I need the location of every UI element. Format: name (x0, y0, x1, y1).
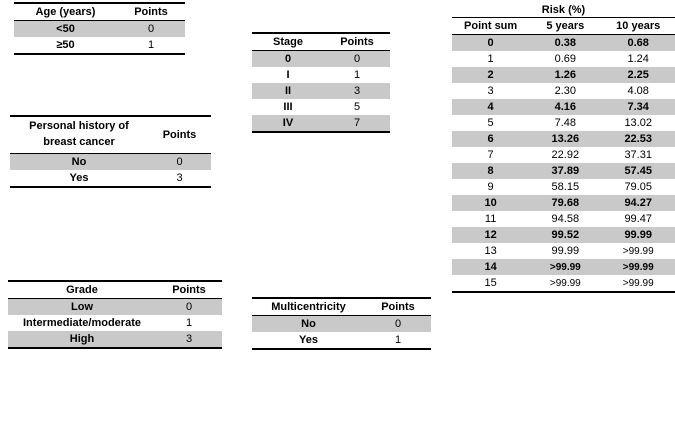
cell-point-sum: 0 (452, 35, 529, 52)
table-row (252, 51, 390, 68)
cell-risk-10y: 99.99 (601, 227, 675, 243)
stage-table (252, 32, 390, 133)
table-row (452, 99, 675, 115)
table-row (452, 67, 675, 83)
table-row (452, 147, 675, 163)
cell-risk-5y: 79.68 (529, 195, 601, 211)
table-header-row (10, 116, 211, 153)
cell-risk-5y: 4.16 (529, 99, 601, 115)
cell-point-sum: 13 (484, 245, 497, 257)
cell-risk-5y: 7.48 (554, 117, 577, 129)
risk-table (452, 2, 675, 293)
age-table-body (14, 3, 185, 54)
table-row (452, 259, 675, 275)
cell-risk-10y: 4.08 (627, 85, 649, 97)
table-row (452, 131, 675, 147)
cell-point-sum: 10 (452, 195, 529, 211)
cell-point-sum: 9 (487, 181, 494, 193)
table-row (452, 195, 675, 211)
table-header-row (252, 298, 431, 316)
cell-point-sum: 3 (487, 85, 494, 97)
cell-multicentricity-value: Yes (252, 332, 365, 349)
cell-risk-5y: 13.26 (529, 131, 601, 147)
column-header-age: Age (years) (14, 3, 117, 21)
cell-risk-10y: 37.31 (624, 149, 652, 161)
multicentricity-table (252, 297, 431, 350)
cell-risk-10y: 22.53 (601, 131, 675, 147)
cell-grade-value: Low (8, 299, 156, 316)
table-row (452, 211, 675, 227)
cell-risk-5y: 99.99 (551, 245, 580, 257)
risk-table-body (452, 2, 675, 292)
cell-grade-points: 3 (156, 331, 222, 348)
column-header-points: Points (365, 298, 431, 316)
cell-point-sum: 6 (452, 131, 529, 147)
cell-point-sum: 15 (452, 275, 529, 292)
cell-multicentricity-points: 0 (365, 316, 431, 333)
cell-risk-5y: >99.99 (529, 259, 601, 275)
table-row (452, 35, 675, 52)
cell-risk-10y: 7.34 (601, 99, 675, 115)
cell-risk-5y: 58.15 (551, 181, 580, 193)
cell-age-value: ≥50 (14, 37, 117, 54)
cell-stage-value: I (286, 69, 290, 81)
table-row (8, 299, 222, 316)
cell-risk-10y: 57.45 (601, 163, 675, 179)
cell-point-sum: 2 (452, 67, 529, 83)
cell-risk-5y: 0.38 (529, 35, 601, 52)
cell-point-sum: 7 (487, 149, 494, 161)
table-row (452, 51, 675, 67)
cell-stage-points: 7 (324, 115, 390, 132)
table-row (252, 115, 390, 132)
cell-risk-5y: 0.69 (554, 53, 577, 65)
table-header-row (452, 18, 675, 35)
cell-risk-10y: >99.99 (622, 245, 654, 257)
column-header-5-years: 5 years (529, 18, 601, 35)
cell-risk-10y: 79.05 (624, 181, 652, 193)
cell-point-sum: 11 (484, 213, 497, 225)
table-row (10, 153, 211, 170)
cell-risk-10y: 13.02 (624, 117, 652, 129)
table-row (252, 316, 431, 333)
grade-table (8, 280, 222, 349)
cell-point-sum: 12 (452, 227, 529, 243)
cell-stage-value: 0 (252, 51, 324, 68)
column-header-stage: Stage (252, 33, 324, 51)
cell-stage-points: 3 (324, 83, 390, 99)
cell-point-sum: 1 (487, 53, 494, 65)
cell-risk-10y: 2.25 (601, 67, 675, 83)
cell-grade-points: 0 (156, 299, 222, 316)
cell-stage-points: 5 (353, 101, 361, 113)
column-header-personal-history (10, 116, 148, 153)
cell-risk-5y: 2.30 (554, 85, 577, 97)
column-header-line1: Personal history of (29, 120, 129, 132)
table-row (252, 83, 390, 99)
table-row (252, 67, 390, 83)
table-row (14, 21, 185, 38)
risk-title-row (452, 2, 675, 18)
cell-grade-points: 1 (185, 317, 193, 329)
stage-table-body (252, 33, 390, 132)
cell-history-value: Yes (10, 170, 148, 187)
table-row (452, 275, 675, 292)
cell-history-value: No (10, 153, 148, 170)
table-row (452, 83, 675, 99)
cell-risk-5y: 94.58 (551, 213, 580, 225)
grade-table-body (8, 281, 222, 348)
table-header-row (14, 3, 185, 21)
column-header-points: Points (148, 116, 211, 153)
table-row (452, 227, 675, 243)
personal-history-table-body (10, 116, 211, 187)
cell-stage-value: III (283, 101, 293, 113)
multicentricity-table-body (252, 298, 431, 349)
table-header-row (252, 33, 390, 51)
cell-risk-10y: 94.27 (601, 195, 675, 211)
cell-age-value: <50 (14, 21, 117, 38)
cell-stage-value: IV (252, 115, 324, 132)
table-row (452, 179, 675, 195)
cell-history-points: 3 (148, 170, 211, 187)
table-row (452, 243, 675, 259)
cell-risk-10y: >99.99 (601, 259, 675, 275)
risk-table-title: Risk (%) (541, 4, 586, 16)
cell-point-sum: 4 (452, 99, 529, 115)
cell-multicentricity-value: No (252, 316, 365, 333)
table-row (452, 115, 675, 131)
cell-risk-5y: >99.99 (529, 275, 601, 292)
table-header-row (8, 281, 222, 299)
cell-age-points: 1 (117, 37, 185, 54)
column-header-points: Points (324, 33, 390, 51)
cell-grade-value: Intermediate/moderate (23, 317, 141, 329)
cell-stage-points: 1 (353, 69, 361, 81)
cell-risk-10y: 1.24 (627, 53, 649, 65)
column-header-point-sum: Point sum (452, 18, 529, 35)
column-header-points: Points (156, 281, 222, 299)
table-row (8, 331, 222, 348)
cell-stage-value: II (252, 83, 324, 99)
cell-grade-value: High (8, 331, 156, 348)
table-row (252, 99, 390, 115)
table-row (252, 332, 431, 349)
cell-risk-5y: 37.89 (529, 163, 601, 179)
table-row (452, 163, 675, 179)
cell-risk-5y: 22.92 (551, 149, 580, 161)
column-header-line2: breast cancer (43, 135, 115, 148)
age-table (14, 2, 185, 55)
cell-risk-10y: 99.47 (624, 213, 652, 225)
column-header-10-years: 10 years (601, 18, 675, 35)
table-row (14, 37, 185, 54)
cell-multicentricity-points: 1 (365, 332, 431, 349)
cell-risk-10y: >99.99 (601, 275, 675, 292)
cell-point-sum: 8 (452, 163, 529, 179)
cell-risk-5y: 1.26 (529, 67, 601, 83)
personal-history-table (10, 115, 211, 188)
column-header-points: Points (117, 3, 185, 21)
column-header-grade: Grade (8, 281, 156, 299)
cell-point-sum: 14 (452, 259, 529, 275)
cell-history-points: 0 (148, 153, 211, 170)
cell-stage-points: 0 (324, 51, 390, 68)
cell-age-points: 0 (117, 21, 185, 38)
table-row (8, 315, 222, 331)
cell-point-sum: 5 (487, 117, 494, 129)
table-row (10, 170, 211, 187)
cell-risk-5y: 99.52 (529, 227, 601, 243)
cell-risk-10y: 0.68 (601, 35, 675, 52)
column-header-multicentricity: Multicentricity (252, 298, 365, 316)
